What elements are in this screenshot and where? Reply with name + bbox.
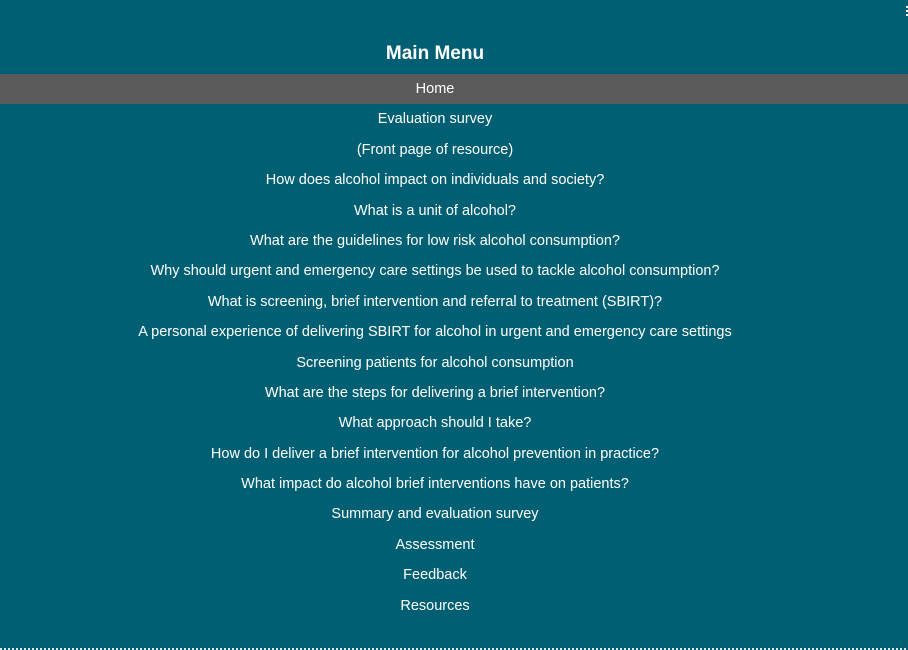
menu-item-alcohol-impact[interactable]: How does alcohol impact on individuals and society? <box>265 172 605 189</box>
menu-item-screening-patients[interactable]: Screening patients for alcohol consumption <box>296 354 574 371</box>
menu-item-assessment[interactable]: Assessment <box>395 536 475 553</box>
menu-item-why-emergency-care[interactable]: Why should urgent and emergency care settings be used to tackle alcohol consumption? <box>150 263 720 280</box>
menu-list <box>0 74 908 621</box>
menu-item-impact-on-patients[interactable]: What impact do alcohol brief interventions have on patients? <box>241 476 629 493</box>
menu-item-low-risk-guidelines[interactable]: What are the guidelines for low risk alcohol consumption? <box>250 232 620 249</box>
menu-item-resources[interactable]: Resources <box>400 597 470 614</box>
menu-item-summary-survey[interactable]: Summary and evaluation survey <box>331 506 539 523</box>
menu-item-what-is-sbirt[interactable]: What is screening, brief intervention and referral to treatment (SBIRT)? <box>207 293 663 310</box>
menu-item-brief-intervention-steps[interactable]: What are the steps for delivering a brief intervention? <box>264 384 606 401</box>
menu-item-personal-experience[interactable]: A personal experience of delivering SBIRT for alcohol in urgent and emergency care settings <box>138 324 732 341</box>
menu-item-approach[interactable]: What approach should I take? <box>338 415 532 432</box>
menu-item-evaluation-survey[interactable]: Evaluation survey <box>377 111 493 128</box>
menu-item-front-page[interactable]: (Front page of resource) <box>356 141 514 158</box>
menu-item-unit-of-alcohol[interactable]: What is a unit of alcohol? <box>353 202 516 219</box>
menu-item-home[interactable]: Home <box>0 74 908 104</box>
menu-item-deliver-in-practice[interactable]: How do I deliver a brief intervention for alcohol prevention in practice? <box>210 445 660 462</box>
menu-title: Main Menu <box>385 43 485 64</box>
menu-item-feedback[interactable]: Feedback <box>403 567 467 584</box>
